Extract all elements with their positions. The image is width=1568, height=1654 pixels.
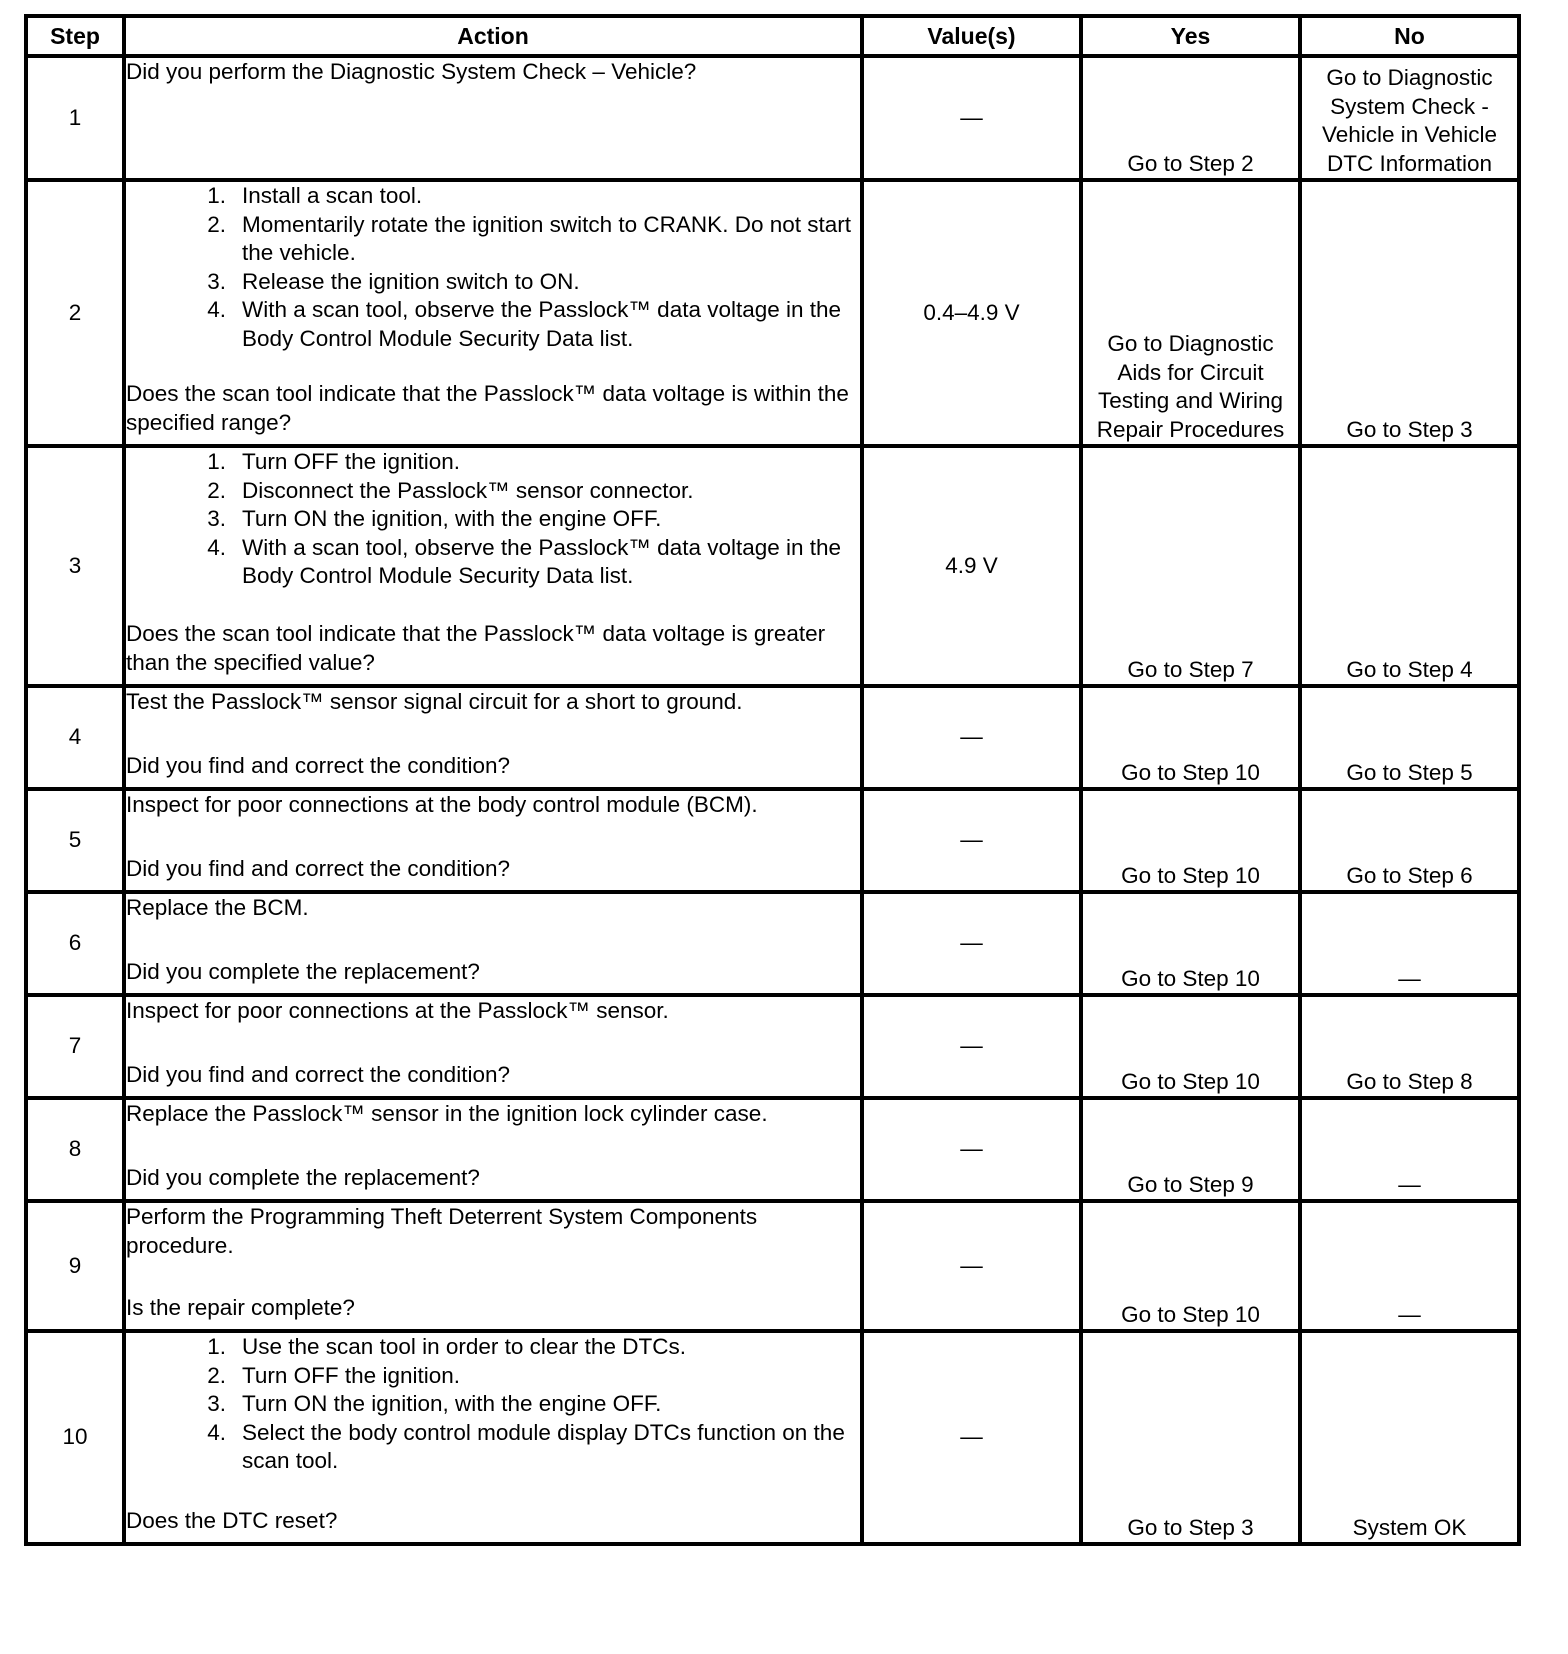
step-number: 10 [26,1331,124,1544]
procedure-item [126,1419,860,1476]
yes-cell: Go to Step 10 [1081,1201,1300,1331]
table-row [26,1331,1519,1544]
yes-cell: Go to Step 10 [1081,892,1300,995]
procedure-item-number: 4. [207,1419,226,1445]
procedure-list [126,448,860,591]
value-cell: 0.4–4.9 V [862,180,1081,446]
procedure-item-text: With a scan tool, observe the Passlock™ data voltage in the Body Control Module Security Data list. [242,534,842,588]
step-number: 8 [26,1098,124,1201]
yes-cell: Go to Step 9 [1081,1098,1300,1201]
procedure-item-number: 2. [207,477,226,503]
yes-cell: Go to Diagnostic Aids for Circuit Testing and Wiring Repair Procedures [1081,180,1300,446]
action-instruction: Replace the BCM. [126,895,309,920]
no-cell: Go to Step 5 [1300,686,1519,789]
procedure-item [126,534,860,591]
procedure-item-number: 1. [207,183,226,208]
no-cell: Go to Step 3 [1300,180,1519,446]
procedure-list [126,182,860,353]
step-number: 6 [26,892,124,995]
action-cell [124,686,862,789]
procedure-item-number: 3. [207,1391,226,1416]
action-question: Does the scan tool indicate that the Passlock™ data voltage is greater than the specified value? [126,621,826,675]
procedure-item-number: 3. [207,268,226,294]
header-yes: Yes [1081,16,1300,56]
procedure-item [126,1333,860,1362]
step-number: 1 [26,56,124,180]
procedure-item-text: Turn OFF the ignition. [242,449,461,474]
no-cell: Go to Step 8 [1300,995,1519,1098]
action-cell [124,1201,862,1331]
procedure-item [126,505,860,534]
procedure-item-text: Disconnect the Passlock™ sensor connector. [242,477,694,503]
action-instruction: Replace the Passlock™ sensor in the ignition lock cylinder case. [126,1101,768,1126]
table-row [26,789,1519,892]
procedure-item-number: 2. [207,211,226,237]
procedure-item [126,1390,860,1419]
procedure-item [126,296,860,353]
procedure-item-text: Turn ON the ignition, with the engine OFF. [242,1391,662,1416]
value-cell: — [862,1331,1081,1544]
value-cell: — [862,995,1081,1098]
action-cell [124,789,862,892]
value-cell: — [862,56,1081,180]
procedure-item-number: 2. [207,1362,226,1388]
procedure-item [126,1362,860,1391]
step-number: 4 [26,686,124,789]
action-cell [124,995,862,1098]
procedure-item-number: 1. [207,449,226,474]
value-cell: 4.9 V [862,446,1081,686]
table-row [26,56,1519,180]
procedure-item [126,477,860,506]
header-row [26,16,1519,56]
action-cell [124,892,862,995]
header-action: Action [124,16,862,56]
action-cell [124,1331,862,1544]
table-row [26,180,1519,446]
table-row [26,1098,1519,1201]
value-cell: — [862,789,1081,892]
table-row [26,995,1519,1098]
no-cell: System OK [1300,1331,1519,1544]
action-instruction: Did you perform the Diagnostic System Check – Vehicle? [126,59,697,84]
procedure-item-text: Turn OFF the ignition. [242,1362,461,1388]
header-step: Step [26,16,124,56]
procedure-item-text: With a scan tool, observe the Passlock™ data voltage in the Body Control Module Security Data list. [242,297,842,351]
procedure-item-text: Momentarily rotate the ignition switch to CRANK. Do not start the vehicle. [242,211,851,265]
action-question: Did you find and correct the condition? [126,855,510,881]
procedure-item-text: Install a scan tool. [242,183,423,208]
action-question: Did you find and correct the condition? [126,1061,510,1087]
yes-cell: Go to Step 10 [1081,995,1300,1098]
procedure-item-number: 4. [207,297,226,322]
procedure-item-text: Use the scan tool in order to clear the DTCs. [242,1334,686,1359]
procedure-item [126,268,860,297]
yes-cell: Go to Step 3 [1081,1331,1300,1544]
action-cell [124,180,862,446]
yes-cell: Go to Step 10 [1081,789,1300,892]
procedure-item-number: 1. [207,1334,226,1359]
yes-cell: Go to Step 2 [1081,56,1300,180]
value-cell: — [862,1098,1081,1201]
no-cell: Go to Step 6 [1300,789,1519,892]
yes-cell: Go to Step 10 [1081,686,1300,789]
table-row [26,686,1519,789]
action-question: Does the DTC reset? [126,1507,338,1533]
action-question: Did you find and correct the condition? [126,752,510,778]
step-number: 7 [26,995,124,1098]
header-no: No [1300,16,1519,56]
no-cell: — [1300,1098,1519,1201]
procedure-item-number: 3. [207,506,226,531]
action-question: Does the scan tool indicate that the Passlock™ data voltage is within the specified range? [126,381,849,435]
procedure-item [126,211,860,268]
action-cell [124,446,862,686]
action-question: Is the repair complete? [126,1294,355,1320]
step-number: 3 [26,446,124,686]
procedure-item-number: 4. [207,534,226,560]
action-instruction: Test the Passlock™ sensor signal circuit for a short to ground. [126,689,743,714]
step-number: 9 [26,1201,124,1331]
procedure-item-text: Release the ignition switch to ON. [242,268,580,294]
table-row [26,1201,1519,1331]
no-cell: Go to Diagnostic System Check - Vehicle in Vehicle DTC Information [1300,56,1519,180]
table-body [26,56,1519,1544]
no-cell: — [1300,892,1519,995]
diagnostic-table [24,14,1521,1546]
step-number: 2 [26,180,124,446]
action-question: Did you complete the replacement? [126,1164,480,1190]
header-values: Value(s) [862,16,1081,56]
value-cell: — [862,686,1081,789]
action-instruction: Perform the Programming Theft Deterrent System Components procedure. [126,1204,758,1258]
procedure-list [126,1333,860,1476]
action-instruction: Inspect for poor connections at the Passlock™ sensor. [126,998,669,1023]
action-question: Did you complete the replacement? [126,958,480,984]
procedure-item [126,448,860,477]
value-cell: — [862,1201,1081,1331]
step-number: 5 [26,789,124,892]
procedure-item [126,182,860,211]
action-cell [124,56,862,180]
action-cell [124,1098,862,1201]
procedure-item-text: Turn ON the ignition, with the engine OFF. [242,506,662,531]
table-row [26,446,1519,686]
yes-cell: Go to Step 7 [1081,446,1300,686]
table-row [26,892,1519,995]
value-cell: — [862,892,1081,995]
no-cell: — [1300,1201,1519,1331]
procedure-item-text: Select the body control module display DTCs function on the scan tool. [242,1419,845,1473]
no-cell: Go to Step 4 [1300,446,1519,686]
action-instruction: Inspect for poor connections at the body control module (BCM). [126,792,758,817]
